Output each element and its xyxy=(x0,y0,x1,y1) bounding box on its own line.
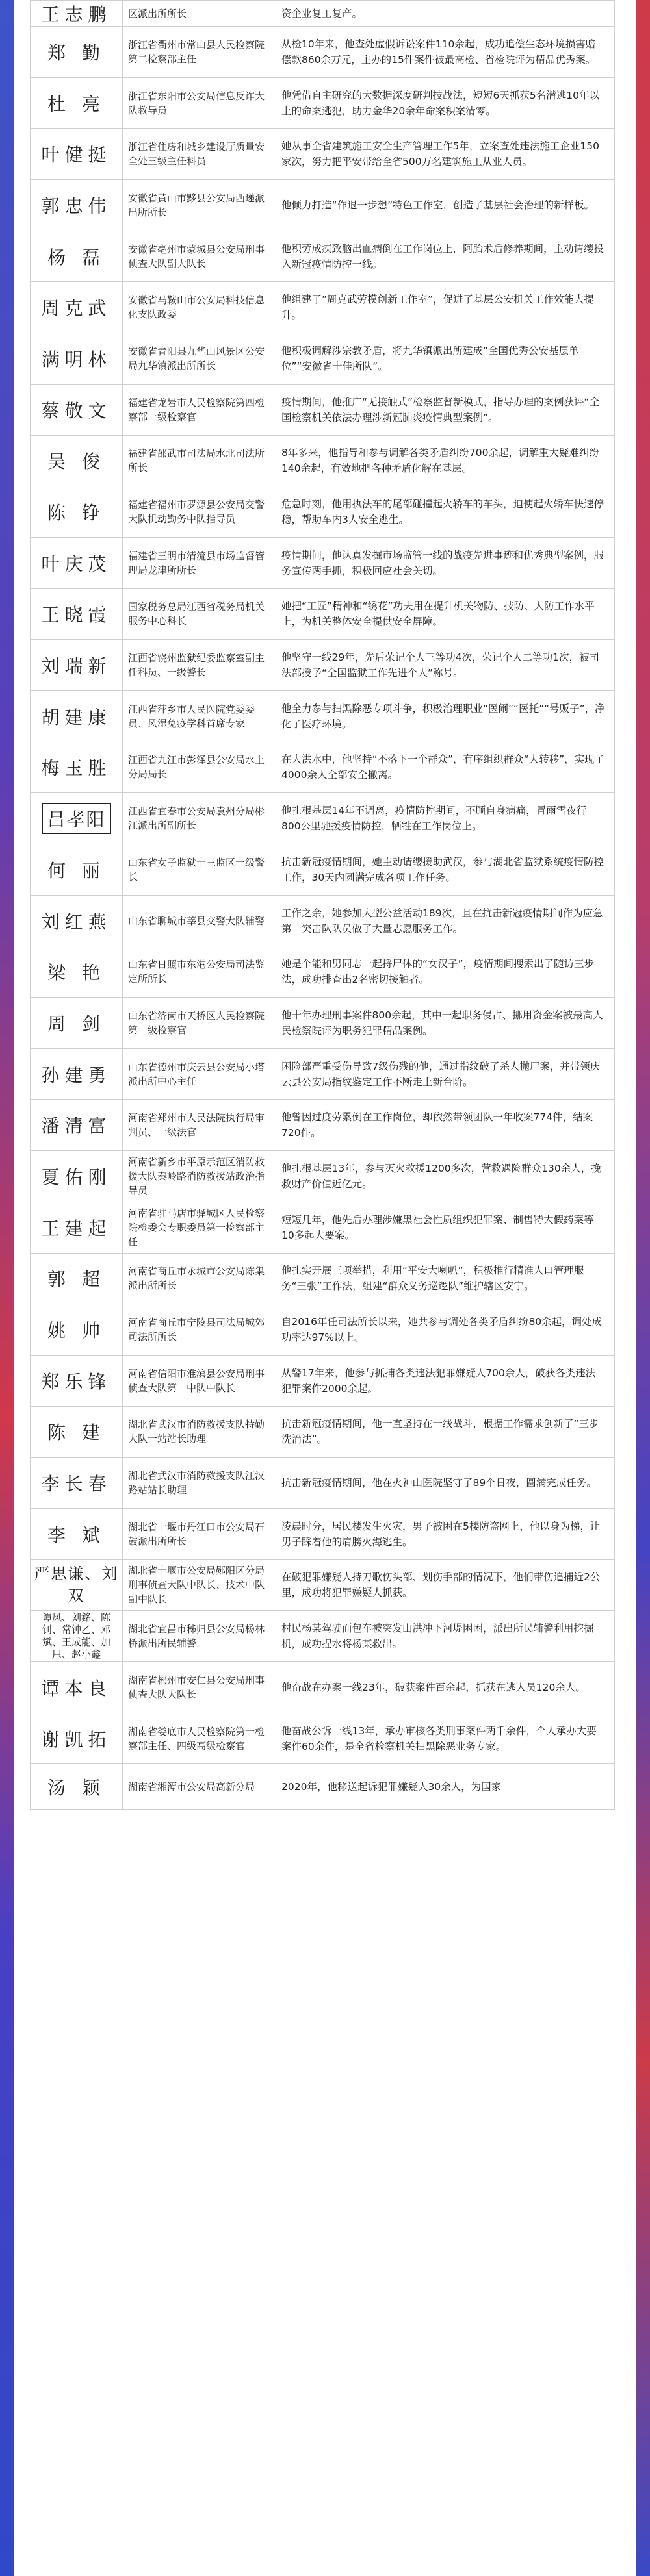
person-name: 姚 帅 xyxy=(30,1304,122,1355)
person-deed: 疫情期间，他认真发掘市场监管一线的战疫先进事迹和优秀典型案例，服务宣传两手抓，积极回应社会关切。 xyxy=(272,538,615,588)
person-name: 潘清富 xyxy=(30,1100,122,1150)
person-name: 刘瑞新 xyxy=(30,640,122,690)
table-row xyxy=(30,333,615,385)
person-unit: 湖北省武汉市消防救援支队江汉路站站长助理 xyxy=(122,1458,272,1508)
person-unit: 湖北省十堰市公安局郧阳区分局刑事侦查大队中队长、技术中队副中队长 xyxy=(122,1560,272,1611)
person-unit: 江西省萍乡市人民医院党委委员、风湿免疫学科首席专家 xyxy=(122,691,272,742)
person-deed: 抗击新冠疫情期间，他在火神山医院坚守了89个日夜，圆满完成任务。 xyxy=(272,1458,615,1508)
person-deed: 疫情期间，他推广“无接触式”检察监督新模式，指导办理的案例获评“全国检察机关依法办理涉新冠肺炎疫情典型案例”。 xyxy=(272,385,615,435)
person-deed: 他组建了“周克武劳模创新工作室”，促进了基层公安机关工作效能大提升。 xyxy=(272,282,615,333)
person-deed: 抗击新冠疫情期间，她主动请缨援助武汉，参与湖北省监狱系统疫情防控工作，30天内圆满完成各项工作任务。 xyxy=(272,844,615,895)
person-unit: 安徽省马鞍山市公安局科技信息化支队政委 xyxy=(122,282,272,333)
person-deed: 凌晨时分，居民楼发生火灾，男子被困在5楼防盗网上，他以身为梯，让男子踩着他的肩膀火海逃生。 xyxy=(272,1509,615,1559)
person-unit: 江西省饶州监狱纪委监察室副主任科员、一级警长 xyxy=(122,640,272,690)
left-border-band xyxy=(0,0,14,2576)
person-name: 梅玉胜 xyxy=(30,742,122,793)
person-unit: 河南省信阳市淮滨县公安局刑事侦查大队第一中队中队长 xyxy=(122,1356,272,1406)
table-row xyxy=(30,486,615,538)
person-name: 李 斌 xyxy=(30,1509,122,1559)
person-name: 陈 建 xyxy=(30,1407,122,1458)
table-row xyxy=(30,1100,615,1151)
person-unit: 山东省女子监狱十三监区一级警长 xyxy=(122,844,272,895)
person-name-text: 吕孝阳 xyxy=(42,803,110,834)
person-name: 郭 超 xyxy=(30,1254,122,1304)
table-row xyxy=(30,946,615,998)
person-deed: 他曾因过度劳累倒在工作岗位，却依然带领团队一年收案774件，结案720件。 xyxy=(272,1100,615,1150)
person-deed: 工作之余，她参加大型公益活动189次，且在抗击新冠疫情期间作为应急第一突击队队员做了大量志愿服务工作。 xyxy=(272,896,615,946)
person-deed: 2020年，他移送起诉犯罪嫌疑人30余人，为国家 xyxy=(272,1764,615,1809)
person-name: 谭本良 xyxy=(30,1662,122,1713)
table-row xyxy=(30,27,615,78)
person-deed: 他扎实开展三项举措，利用“平安大喇叭”，积极推行精准人口管理服务“三张”工作法，组建“群众义务巡逻队”维护辖区安宁。 xyxy=(272,1254,615,1304)
person-name: 郭忠伟 xyxy=(30,180,122,231)
table-row xyxy=(30,129,615,180)
table-row xyxy=(30,282,615,333)
table-row xyxy=(30,844,615,896)
person-deed: 抗击新冠疫情期间，他一直坚持在一线战斗，根据工作需求创新了“三步洗消法”。 xyxy=(272,1407,615,1458)
table-row xyxy=(30,1202,615,1254)
person-unit: 福建省福州市罗源县公安局交警大队机动勤务中队指导员 xyxy=(122,486,272,537)
person-unit: 河南省郑州市人民法院执行局审判员、一级法官 xyxy=(122,1100,272,1150)
person-deed: 他倾力打造“作退一步想”特色工作室，创造了基层社会治理的新样板。 xyxy=(272,180,615,231)
person-name: 郑 勤 xyxy=(30,27,122,77)
person-unit: 山东省日照市东港公安局司法鉴定所所长 xyxy=(122,946,272,997)
table-row xyxy=(30,998,615,1049)
table-row xyxy=(30,1,615,27)
person-name: 周 剑 xyxy=(30,998,122,1048)
person-deed: 他扎根基层13年，参与灭火救援1200多次，营救遇险群众130余人，挽救财产价值近亿元。 xyxy=(272,1151,615,1202)
person-unit: 区派出所所长 xyxy=(122,1,272,26)
table-row xyxy=(30,1458,615,1509)
person-deed: 他十年办理刑事案件800余起，其中一起职务侵占、挪用资金案被最高人民检察院评为职务犯罪精品案例。 xyxy=(272,998,615,1048)
table-row xyxy=(30,1356,615,1407)
person-name: 谭凤、刘銘、陈钊、常钟乙、邓斌、王成能、加甩、赵小鑫 xyxy=(30,1611,122,1661)
person-unit: 山东省德州市庆云县公安局小塔派出所中心主任 xyxy=(122,1049,272,1100)
person-unit: 湖南省郴州市安仁县公安局刑事侦查大队大队长 xyxy=(122,1662,272,1713)
person-deed: 他奋战公诉一线13年，承办审核各类刑事案件两千余件，个人承办大要案件60余件，是全省检察机关扫黑除恶业务专家。 xyxy=(272,1713,615,1764)
person-deed: 她把“工匠”精神和“绣花”功夫用在提升机关物防、技防、人防工作水平上，为机关整体安全提供安全屏障。 xyxy=(272,589,615,640)
person-unit: 国家税务总局江西省税务局机关服务中心科长 xyxy=(122,589,272,640)
person-unit: 安徽省黄山市黟县公安局西递派出所所长 xyxy=(122,180,272,231)
person-deed: 从警17年来，他参与抓捕各类违法犯罪嫌疑人700余人，破获各类违法犯罪案件2000余起。 xyxy=(272,1356,615,1406)
honor-table xyxy=(30,0,615,1810)
table-row xyxy=(30,1662,615,1713)
person-deed: 在大洪水中，他坚持“不落下一个群众”，有序组织群众“大转移”，实现了4000余人全部安全撤离。 xyxy=(272,742,615,793)
person-unit: 湖北省十堰市丹江口市公安局石鼓派出所所长 xyxy=(122,1509,272,1559)
person-unit: 江西省宜春市公安局袁州分局彬江派出所副所长 xyxy=(122,793,272,844)
person-deed: 在破犯罪嫌疑人持刀歌伤头部、划伤手部的情况下，他们带伤追捕近2公里，成功将犯罪嫌疑人抓获。 xyxy=(272,1560,615,1611)
person-name: 王晓霞 xyxy=(30,589,122,640)
table-row xyxy=(30,1764,615,1810)
table-row xyxy=(30,1254,615,1305)
person-name: 叶庆茂 xyxy=(30,538,122,588)
person-name: 夏佑刚 xyxy=(30,1151,122,1202)
person-name: 满明林 xyxy=(30,333,122,384)
person-name: 孙建勇 xyxy=(30,1049,122,1100)
person-name: 梁 艳 xyxy=(30,946,122,997)
person-unit: 福建省龙岩市人民检察院第四检察部一级检察官 xyxy=(122,385,272,435)
person-name: 谢凯拓 xyxy=(30,1713,122,1764)
person-deed: 他扎根基层14年不调离，疫情防控期间，不顾自身病痛，冒雨雪夜行800公里驰援疫情防控，牺牲在工作岗位上。 xyxy=(272,793,615,844)
person-deed: 短短几年，他先后办理涉嫌黑社会性质组织犯罪案、制售特大假药案等10多起大要案。 xyxy=(272,1202,615,1253)
right-border-band xyxy=(636,0,650,2576)
table-row xyxy=(30,742,615,794)
person-unit: 湖南省湘潭市公安局高新分局 xyxy=(122,1764,272,1809)
person-name: 刘红燕 xyxy=(30,896,122,946)
person-unit: 湖北省宜昌市秭归县公安局杨林桥派出所民辅警 xyxy=(122,1611,272,1661)
person-name: 胡建康 xyxy=(30,691,122,742)
person-deed: 自2016年任司法所长以来，她共参与调处各类矛盾纠纷80余起，调处成功率达97%以上。 xyxy=(272,1304,615,1355)
table-row xyxy=(30,896,615,947)
person-deed: 她是个能和男同志一起捋尸体的“女汉子”，疫情期间搜索出了随访三步法，成功排查出2名密切接触者。 xyxy=(272,946,615,997)
person-unit: 湖北省武汉市消防救援支队特勤大队一站站长助理 xyxy=(122,1407,272,1458)
person-name: 杜 亮 xyxy=(30,78,122,129)
person-name: 陈 铮 xyxy=(30,486,122,537)
person-name: 吴 俊 xyxy=(30,436,122,486)
table-row xyxy=(30,1304,615,1356)
person-unit: 河南省商丘市宁陵县司法局城郊司法所所长 xyxy=(122,1304,272,1355)
person-deed: 从检10年来，他查处虚假诉讼案件110余起，成功追偿生态环境损害赔偿款860余万元，主办的15件案件被最高检、省检院评为精品优秀案。 xyxy=(272,27,615,77)
person-unit: 山东省聊城市莘县交警大队辅警 xyxy=(122,896,272,946)
table-row xyxy=(30,1407,615,1458)
table-row xyxy=(30,180,615,231)
person-unit: 山东省济南市天桥区人民检察院第一级检察官 xyxy=(122,998,272,1048)
person-name: 杨 磊 xyxy=(30,231,122,282)
person-deed: 他积极调解涉宗教矛盾，将九华镇派出所建成“全国优秀公安基层单位”“安徽省十佳所队”。 xyxy=(272,333,615,384)
person-name: 郑乐锋 xyxy=(30,1356,122,1406)
table-row xyxy=(30,691,615,742)
person-unit: 河南省商丘市永城市公安局陈集派出所所长 xyxy=(122,1254,272,1304)
person-name xyxy=(30,793,122,844)
table-row xyxy=(30,436,615,487)
person-deed: 他积劳成疾致脑出血病倒在工作岗位上，阿胎术后修养期间，主动请缨投入新冠疫情防控一线。 xyxy=(272,231,615,282)
person-unit: 河南省新乡市平原示范区消防救援大队秦岭路消防救援站政治指导员 xyxy=(122,1151,272,1202)
person-unit: 江西省九江市彭泽县公安局水上分局局长 xyxy=(122,742,272,793)
person-unit: 福建省三明市清流县市场监督管理局龙津所所长 xyxy=(122,538,272,588)
person-unit: 浙江省住房和城乡建设厅质量安全处三级主任科员 xyxy=(122,129,272,179)
table-row xyxy=(30,1713,615,1765)
person-name: 严思谦、刘双 xyxy=(30,1560,122,1611)
table-row xyxy=(30,640,615,691)
person-deed: 村民杨某驾驶面包车被突发山洪冲下河堤困困，派出所民辅警利用挖掘机，成功捏水将杨某救出。 xyxy=(272,1611,615,1661)
table-row xyxy=(30,538,615,589)
person-deed: 资企业复工复产。 xyxy=(272,1,615,26)
person-deed: 危急时刻，他用执法车的尾部碰撞起火轿车的车头，迫使起火轿车快速停稳，帮助车内3人安全逃生。 xyxy=(272,486,615,537)
person-name: 何 丽 xyxy=(30,844,122,895)
table-row xyxy=(30,1560,615,1611)
table-row xyxy=(30,231,615,283)
person-name: 汤 颖 xyxy=(30,1764,122,1809)
person-deed: 8年多来，他指导和参与调解各类矛盾纠纷700余起，调解重大疑难纠纷140余起，有效地把各种矛盾化解在基层。 xyxy=(272,436,615,486)
person-unit: 浙江省东阳市公安局信息反诈大队教导员 xyxy=(122,78,272,129)
person-unit: 湖南省娄底市人民检察院第一检察部主任、四级高级检察官 xyxy=(122,1713,272,1764)
person-unit: 福建省邵武市司法局水北司法所所长 xyxy=(122,436,272,486)
person-unit: 安徽省亳州市蒙城县公安局刑事侦查大队副大队长 xyxy=(122,231,272,282)
table-row xyxy=(30,793,615,844)
person-deed: 困险部严重受伤导致7级伤残的他，通过指纹破了杀人抛尸案，并带领庆云县公安局指纹鉴定工作不断走上新台阶。 xyxy=(272,1049,615,1100)
table-row xyxy=(30,1611,615,1662)
person-name: 周克武 xyxy=(30,282,122,333)
table-row xyxy=(30,589,615,640)
person-name: 李长春 xyxy=(30,1458,122,1508)
table-row xyxy=(30,1151,615,1202)
table-row xyxy=(30,78,615,129)
person-name: 王志鹏 xyxy=(30,1,122,26)
table-row xyxy=(30,1049,615,1100)
person-unit: 河南省驻马店市驿城区人民检察院检委会专职委员第一检察部主任 xyxy=(122,1202,272,1253)
person-name: 蔡敬文 xyxy=(30,385,122,435)
person-deed: 他凭借自主研究的大数据深度研判技战法，短短6天抓获5名潜逃10年以上的命案逃犯，助力金华20余年命案积案清零。 xyxy=(272,78,615,129)
person-name: 王建起 xyxy=(30,1202,122,1253)
person-deed: 她从事全省建筑施工安全生产管理工作5年，立案查处违法施工企业150家次，努力把平安带给全省500万名建筑施工从业人员。 xyxy=(272,129,615,179)
table-row xyxy=(30,1509,615,1560)
person-name: 叶健挺 xyxy=(30,129,122,179)
person-deed: 他奋战在办案一线23年，破获案件百余起，抓获在逃人员120余人。 xyxy=(272,1662,615,1713)
person-deed: 他全力参与扫黑除恶专项斗争，积极治理职业“医闹”“医托”“号贩子”，净化了医疗环境。 xyxy=(272,691,615,742)
person-unit: 浙江省衢州市常山县人民检察院第二检察部主任 xyxy=(122,27,272,77)
person-unit: 安徽省青阳县九华山风景区公安局九华镇派出所所长 xyxy=(122,333,272,384)
table-row xyxy=(30,385,615,436)
person-deed: 他坚守一线29年，先后荣记个人三等功4次，荣记个人二等功1次，被司法部授予“全国监狱工作先进个人”称号。 xyxy=(272,640,615,690)
